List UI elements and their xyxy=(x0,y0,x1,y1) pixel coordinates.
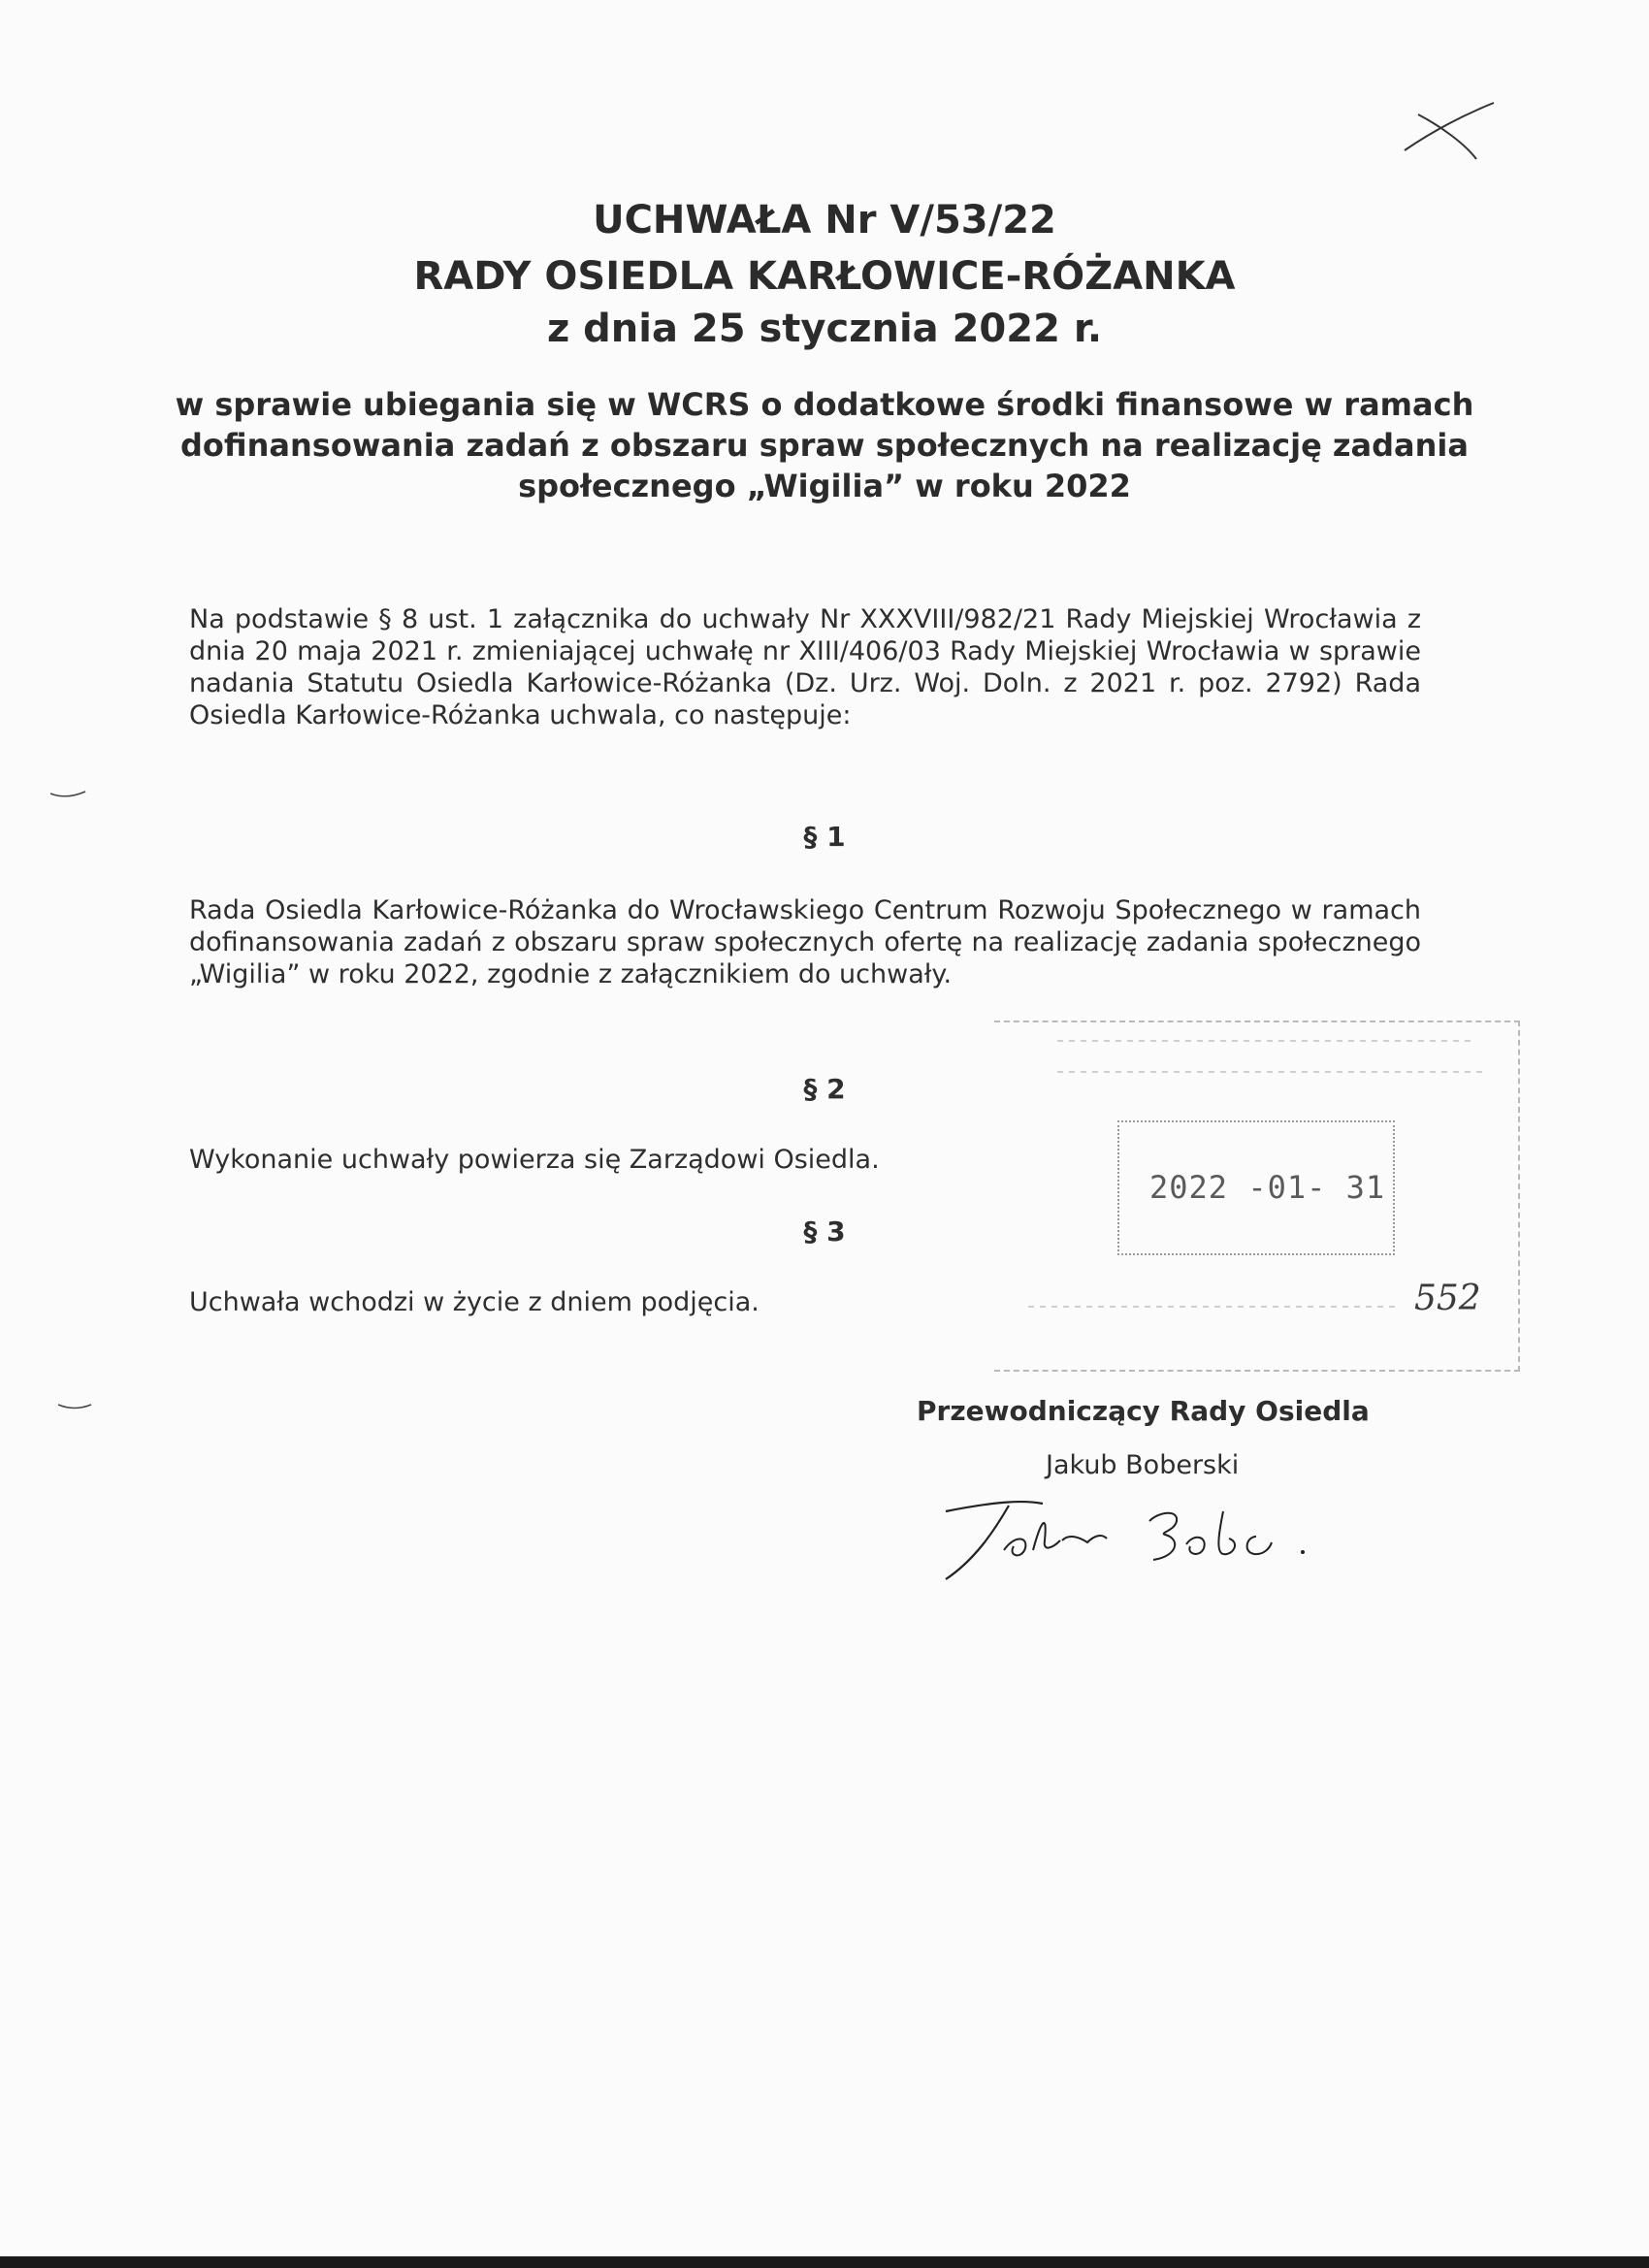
section-2-text: Wykonanie uchwały powierza się Zarządowi Osiedla. xyxy=(189,1145,880,1175)
section-1-text: Rada Osiedla Karłowice-Różanka do Wrocławskiego Centrum Rozwoju Społecznego w ramach dofinansowania zadań z obszaru spraw społecznych ofertę na realizację zadania społecznego „Wigilia” w roku 2022, zgodnie z załącznikiem do uchwały. xyxy=(189,895,1421,989)
stamp-date: 2022 -01- 31 xyxy=(1149,1169,1386,1206)
scan-bottom-edge xyxy=(0,2256,1649,2268)
section-1-heading: § 1 xyxy=(803,821,846,853)
signature-title: Przewodniczący Rady Osiedla xyxy=(917,1395,1370,1427)
resolution-date: z dnia 25 stycznia 2022 r. xyxy=(546,307,1103,351)
section-3-text: Uchwała wchodzi w życie z dniem podjęcia. xyxy=(189,1287,760,1317)
resolution-number: UCHWAŁA Nr V/53/22 xyxy=(593,198,1056,243)
cross-mark-icon xyxy=(1397,97,1504,165)
stamp-faint-line xyxy=(1057,1040,1474,1042)
resolution-subject: w sprawie ubiegania się w WCRS o dodatkowe środki finansowe w ramach dofinansowania zadań z obszaru spraw społecznych na realizację zadania społecznego „Wigilia” w roku 2022 xyxy=(175,386,1474,504)
handwritten-signature xyxy=(936,1482,1402,1589)
section-2-heading: § 2 xyxy=(803,1073,846,1105)
section-3-heading: § 3 xyxy=(803,1215,846,1247)
preamble-text: Na podstawie § 8 ust. 1 załącznika do uchwały Nr XXXVIII/982/21 Rady Miejskiej Wrocławia z dnia 20 maja 2021 r. zmieniającej uchwałę nr XIII/406/03 Rady Miejskiej Wrocławia w sprawie nadania Statutu Osiedla Karłowice-Różanka (Dz. Urz. Woj. Doln. z 2021 r. poz. 2792) Rada Osiedla Karłowice-Różanka uchwala, co następuje: xyxy=(189,604,1421,730)
scan-mark xyxy=(56,1397,95,1416)
stamp-registry-number: 552 xyxy=(1414,1279,1481,1318)
stamp-faint-line xyxy=(1057,1071,1484,1073)
signature-name: Jakub Boberski xyxy=(1046,1450,1240,1480)
stamp-faint-line xyxy=(1028,1306,1397,1308)
council-name: RADY OSIEDLA KARŁOWICE-RÓŻANKA xyxy=(413,254,1236,299)
scan-mark xyxy=(48,784,87,803)
